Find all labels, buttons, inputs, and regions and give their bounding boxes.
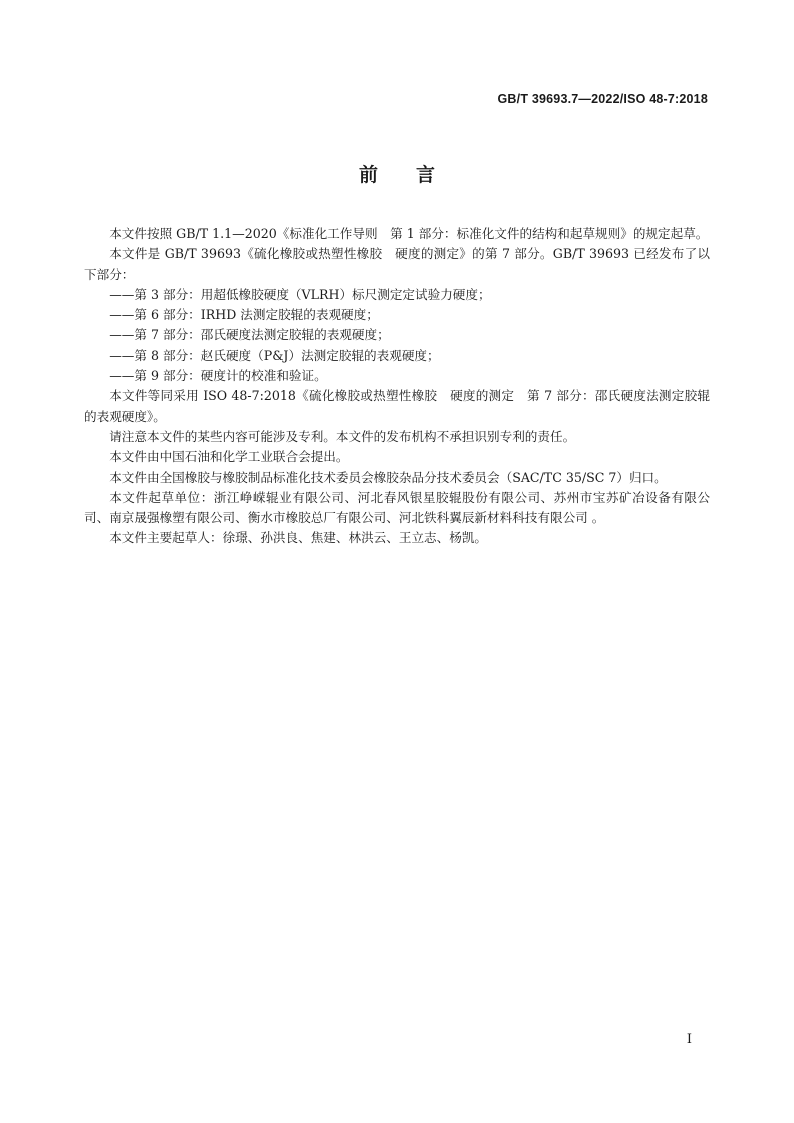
list-item-part-3: ——第 3 部分：用超低橡胶硬度（VLRH）标尺测定定试验力硬度； [109, 286, 491, 302]
paragraph-drafters: 本文件主要起草人：徐璟、孙洪良、焦建、林洪云、王立志、杨凯。 [109, 530, 487, 546]
list-item-part-9: ——第 9 部分：硬度计的校准和验证。 [109, 368, 327, 384]
paragraph-drafting-rules: 本文件按照 GB/T 1.1—2020《标准化工作导则 第 1 部分：标准化文件的结构和起草规则》的规定起草。 [109, 226, 709, 241]
list-item-part-7: ——第 7 部分：邵氏硬度法测定胶辊的表观硬度； [109, 327, 390, 343]
list-item-part-6: ——第 6 部分：IRHD 法测定胶辊的表观硬度； [109, 307, 379, 323]
foreword-body [84, 224, 710, 549]
paragraph-part-intro: 本文件是 GB/T 39693《硫化橡胶或热塑性橡胶 硬度的测定》的第 7 部分。GB/T 39693 已经发布了以下部分： [84, 246, 710, 282]
standard-code-header: GB/T 39693.7—2022/ISO 48-7:2018 [497, 92, 708, 106]
paragraph-patent-notice: 请注意本文件的某些内容可能涉及专利。本文件的发布机构不承担识别专利的责任。 [109, 428, 576, 444]
list-item-part-8: ——第 8 部分：赵氏硬度（P&J）法测定胶辊的表观硬度； [109, 347, 440, 363]
paragraph-iso-adoption: 本文件等同采用 ISO 48-7:2018《硫化橡胶或热塑性橡胶 硬度的测定 第 7 部分：邵氏硬度法测定胶辊的表观硬度》。 [84, 388, 710, 424]
paragraph-proposer: 本文件由中国石油和化学工业联合会提出。 [109, 449, 349, 465]
page-title: 前言 [358, 164, 473, 186]
paragraph-drafting-units: 本文件起草单位：浙江峥嵘辊业有限公司、河北春风银星胶辊股份有限公司、苏州市宝苏矿冶设备有限公司、南京晟强橡塑有限公司、衡水市橡胶总厂有限公司、河北铁科翼辰新材料科技有限公司 。 [84, 489, 710, 526]
paragraph-committee: 本文件由全国橡胶与橡胶制品标准化技术委员会橡胶杂品分技术委员会（SAC/TC 35/SC 7）归口。 [109, 469, 667, 485]
page-number: I [686, 1032, 692, 1047]
